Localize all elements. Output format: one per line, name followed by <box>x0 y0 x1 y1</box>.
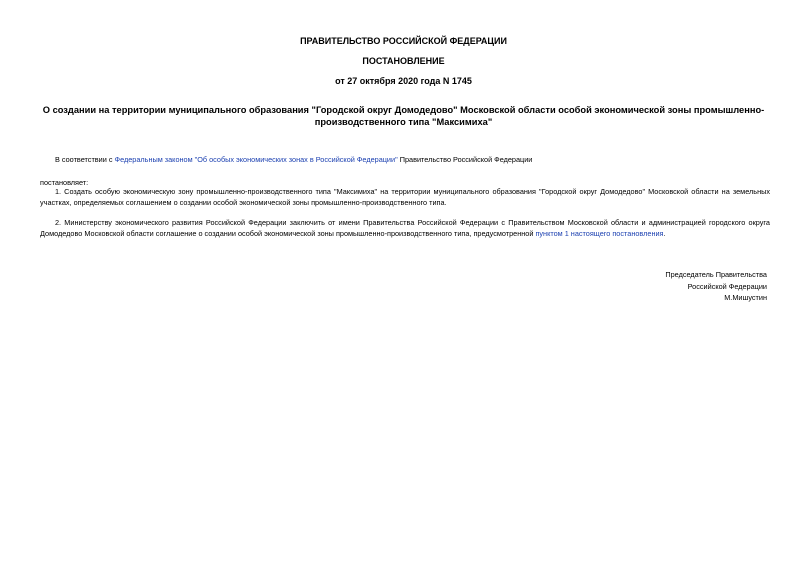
date-number: от 27 октября 2020 года N 1745 <box>335 76 472 86</box>
item-1 <box>40 187 770 208</box>
resolves-text: постановляет: <box>40 178 89 187</box>
signature-block <box>665 269 767 304</box>
item-1-line1: 1. Создать особую экономическую зону промышленно-производственного типа "Максимиха" на территории муниципального образования "Городской округ Домодедово" Московской области на земельных <box>55 187 770 196</box>
government-heading: ПРАВИТЕЛЬСТВО РОССИЙСКОЙ ФЕДЕРАЦИИ <box>300 36 507 46</box>
signature-name: М.Мишустин <box>724 293 767 302</box>
federal-law-link[interactable]: Федеральным законом "Об особых экономических зонах в Российской Федерации" <box>114 155 398 164</box>
item-1-line2: участках, определяемых соглашением о создании особой экономической зоны промышленно-производственного типа. <box>40 197 447 207</box>
item-2-line2 <box>40 229 770 240</box>
item-2-line1: 2. Министерству экономического развития Российской Федерации заключить от имени Правительства Российской Федерации с Правительством Московской области и администрацией городского округа <box>55 218 770 227</box>
doc-type-heading: ПОСТАНОВЛЕНИЕ <box>362 56 445 66</box>
signature-position-line2: Российской Федерации <box>687 281 767 291</box>
item-2-line2-suffix: . <box>663 228 666 238</box>
document-title-line1: О создании на территории муниципального образования "Городской округ Домодедово" Московской области особой экономической зоны промышленно- <box>42 105 765 115</box>
document-title <box>40 104 767 128</box>
document-title-line2: производственного типа "Максимиха" <box>314 117 493 127</box>
preamble-prefix: В соответствии с <box>55 155 115 164</box>
item-2 <box>40 218 770 239</box>
preamble-suffix: Правительство Российской Федерации <box>397 155 533 164</box>
item-2-line2-prefix: Домодедово Московской области соглашение о создании особой экономической зоны промышленно-производственного типа, предусмотренной <box>40 228 536 238</box>
item-1-reference-link[interactable]: пунктом 1 настоящего постановления <box>535 228 664 238</box>
signature-position-line1: Председатель Правительства <box>665 270 767 279</box>
preamble <box>55 155 532 166</box>
